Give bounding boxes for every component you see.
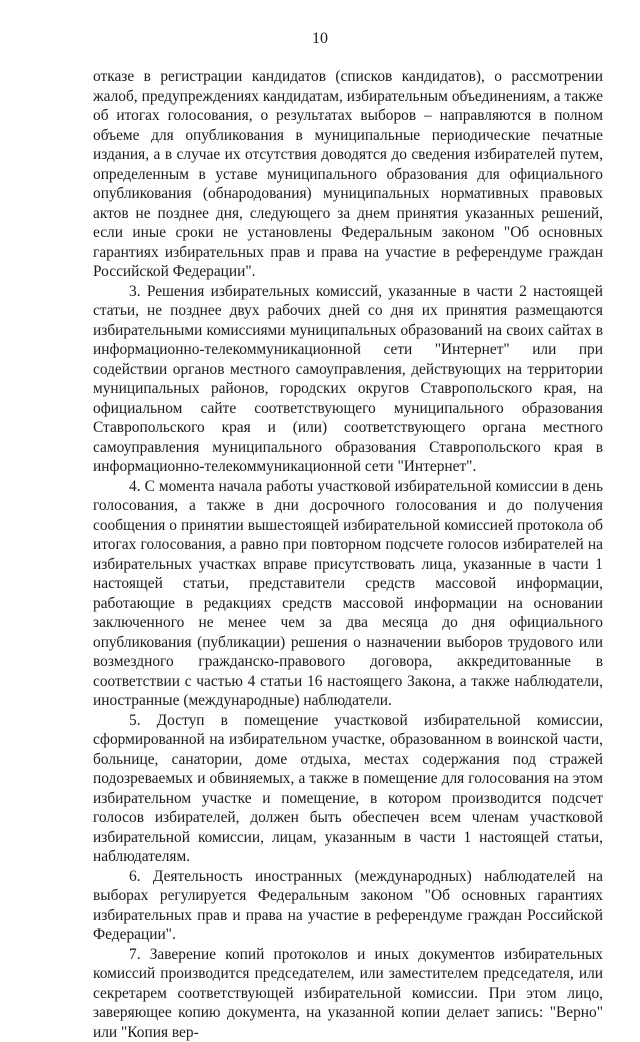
document-body — [93, 67, 603, 1042]
paragraph-continuation: отказе в регистрации кандидатов (списков кандидатов), о рассмотрении жалоб, предупреждениях кандидатам, избирательным объединениям, а также об итогах голосования, о результатах выборов – направляются в полном объеме для опубликования в муниципальные периодические печатные издания, а в случае их отсутствия доводятся до сведения избирателей путем, определенным в уставе муниципального образования для официального опубликования (обнародования) муниципальных нормативных правовых актов не позднее дня, следующего за днем принятия указанных решений, если иные сроки не установлены Федеральным законом "Об основных гарантиях избирательных прав и права на участие в референдуме граждан Российской Федерации". — [93, 67, 603, 282]
paragraph-5: 5. Доступ в помещение участковой избирательной комиссии, сформированной на избирательном участке, образованном в воинской части, больнице, санатории, доме отдыха, местах содержания под стражей подозреваемых и обвиняемых, а также в помещение для голосования на этом избирательном участке и помещение, в котором производится подсчет голосов избирателей, должен быть обеспечен всем членам участковой избирательной комиссии, лицам, указанным в части 1 настоящей статьи, наблюдателям. — [93, 711, 603, 867]
paragraph-6: 6. Деятельность иностранных (международных) наблюдателей на выборах регулируется Федеральным законом "Об основных гарантиях избирательных прав и права на участие в референдуме граждан Российской Федерации". — [93, 867, 603, 945]
paragraph-4: 4. С момента начала работы участковой избирательной комиссии в день голосования, а также в дни досрочного голосования и до получения сообщения о принятии вышестоящей избирательной комиссией протокола об итогах голосования, а равно при повторном подсчете голосов избирателей на избирательных участках вправе присутствовать лица, указанные в части 1 настоящей статьи, представители средств массовой информации, работающие в редакциях средств массовой информации на основании заключенного не менее чем за два месяца до дня официального опубликования (публикации) решения о назначении выборов трудового или возмездного гражданско-правового договора, аккредитованные в соответствии с частью 4 статьи 16 настоящего Закона, а также наблюдатели, иностранные (международные) наблюдатели. — [93, 477, 603, 711]
paragraph-7: 7. Заверение копий протоколов и иных документов избирательных комиссий производится председателем, или заместителем председателя, или секретарем соответствующей избирательной комиссии. При этом лицо, заверяющее копию документа, на указанной копии делает запись: "Верно" или "Копия вер- — [93, 945, 603, 1042]
paragraph-3: 3. Решения избирательных комиссий, указанные в части 2 настоящей статьи, не позднее двух рабочих дней со дня их принятия размещаются избирательными комиссиями муниципальных образований на своих сайтах в информационно-телекоммуникационной сети "Интернет" или при содействии органов местного самоуправления, действующих на территории муниципальных районов, городских округов Ставропольского края, на официальном сайте соответствующего муниципального образования Ставропольского края и (или) соответствующего органа местного самоуправления муниципального образования Ставропольского края в информационно-телекоммуникационной сети "Интернет". — [93, 282, 603, 477]
page-number: 10 — [0, 30, 640, 48]
